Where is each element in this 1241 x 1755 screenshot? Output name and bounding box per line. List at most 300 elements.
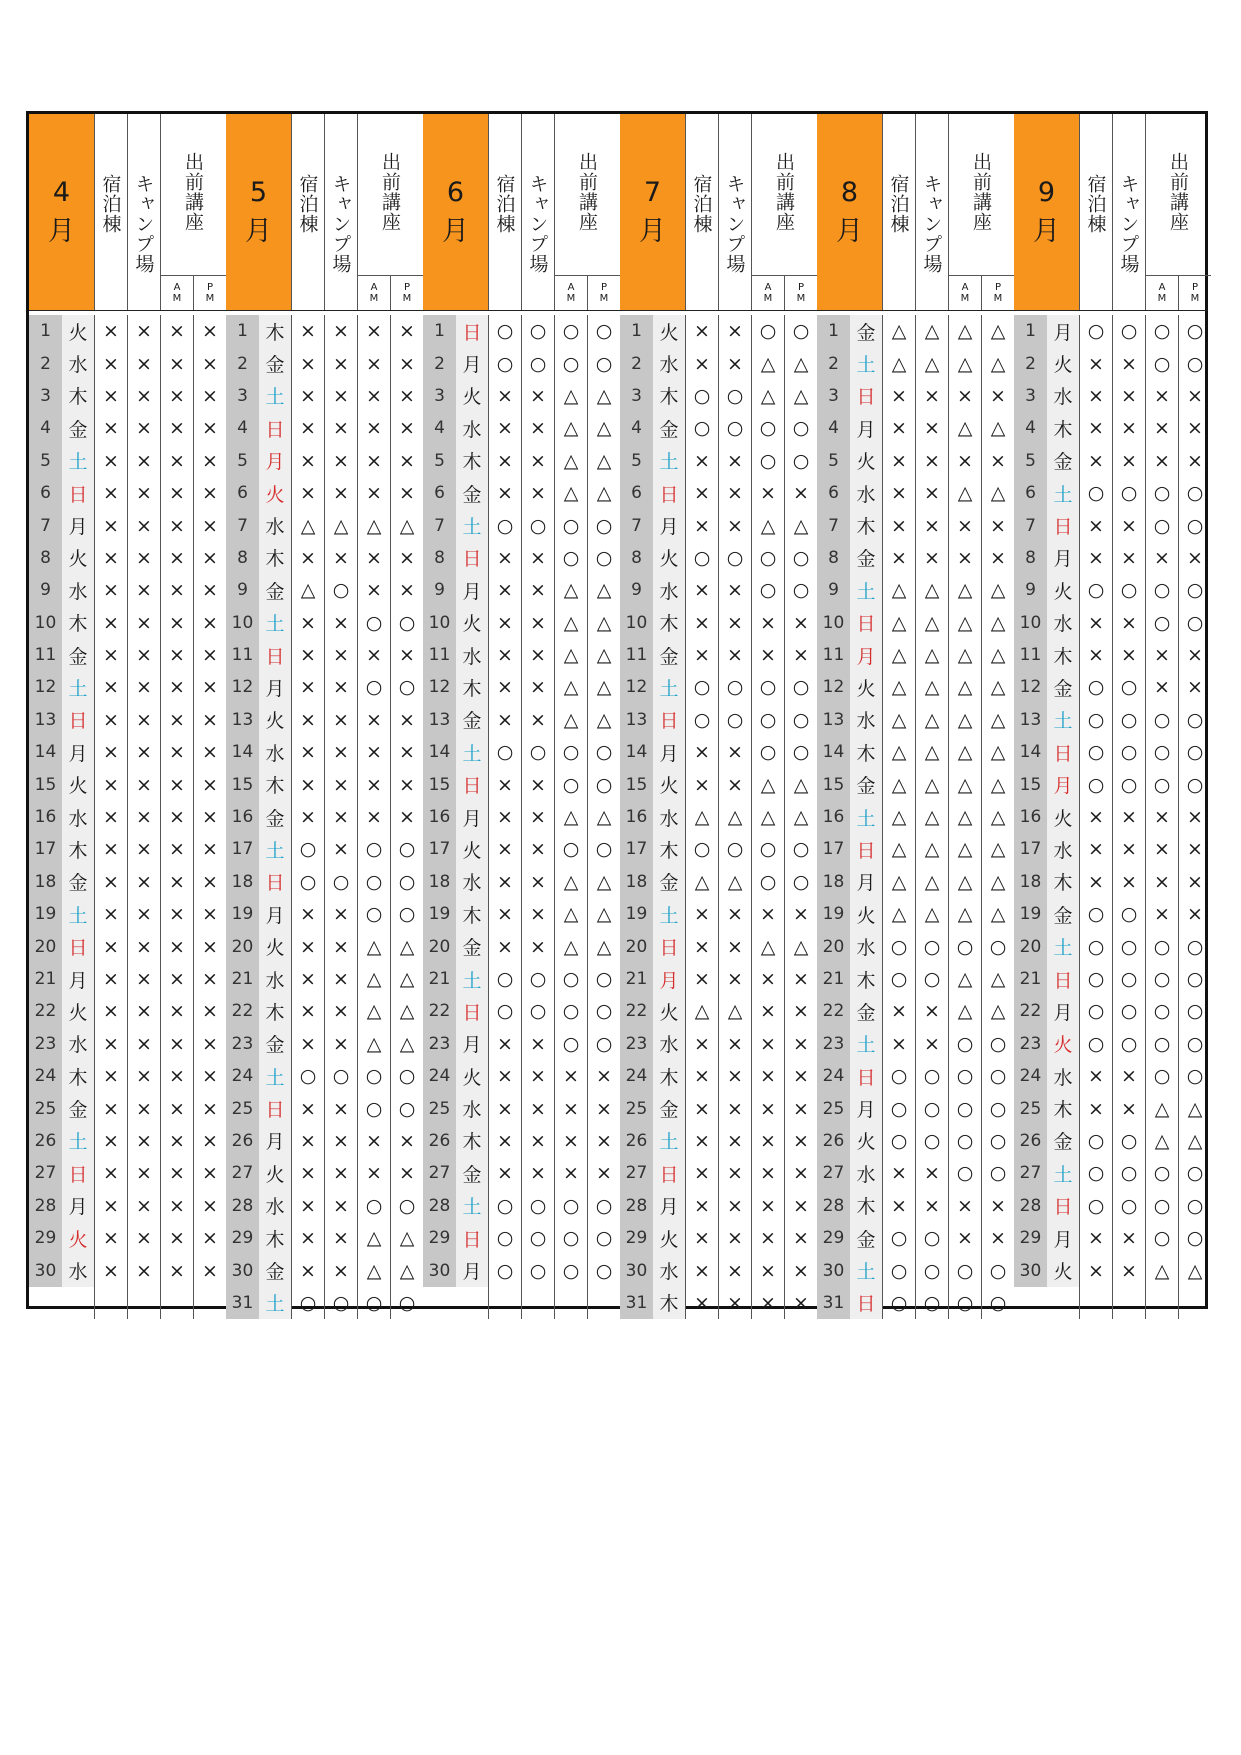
day-number: 30: [226, 1254, 259, 1286]
weekday: 月: [456, 574, 488, 606]
camp-status: ×: [127, 1028, 160, 1060]
camp-status: ×: [915, 542, 948, 574]
camp-status: ×: [324, 898, 357, 930]
delivery-pm-status: ×: [390, 1125, 423, 1157]
day-row: [423, 1060, 620, 1092]
day-row: [817, 995, 1014, 1027]
am-label: A M: [369, 281, 379, 304]
day-row: [29, 930, 226, 962]
delivery-am-status: ○: [751, 833, 784, 865]
camp-status: ×: [324, 671, 357, 703]
delivery-am-status: ×: [751, 995, 784, 1027]
day-number: 10: [817, 607, 850, 639]
day-row: [226, 833, 423, 865]
lodge-status: ×: [291, 963, 324, 995]
day-row: [1014, 574, 1208, 606]
lodge-status: ○: [291, 866, 324, 898]
weekday: 水: [259, 509, 291, 541]
camp-status: ×: [718, 1125, 751, 1157]
lodge-status: ×: [94, 768, 127, 800]
lodge-status: ×: [488, 1125, 521, 1157]
day-row: [1014, 509, 1208, 541]
delivery-pm-status: ×: [390, 315, 423, 347]
lodge-status: ×: [488, 866, 521, 898]
weekday: [1047, 1287, 1079, 1319]
day-row: [226, 574, 423, 606]
delivery-am-status: ×: [160, 833, 193, 865]
month-unit: 月: [1033, 216, 1060, 247]
lodge-status: ○: [488, 509, 521, 541]
weekday: 日: [456, 995, 488, 1027]
camp-status: ×: [127, 898, 160, 930]
weekday: 月: [259, 1125, 291, 1157]
delivery-am-status: [160, 1287, 193, 1319]
delivery-am-status: ×: [160, 801, 193, 833]
pm-label: P M: [981, 276, 1014, 310]
camp-status: ○: [1112, 963, 1145, 995]
delivery-pm-status: ×: [1178, 801, 1211, 833]
day-row: [29, 347, 226, 379]
weekday: 日: [456, 1222, 488, 1254]
day-number: 5: [817, 445, 850, 477]
weekday: 日: [653, 477, 685, 509]
delivery-pm-status: ○: [784, 412, 817, 444]
day-number: 15: [29, 768, 62, 800]
lodge-status: ×: [488, 704, 521, 736]
day-row: [226, 477, 423, 509]
lodge-status: △: [882, 671, 915, 703]
day-row: [620, 380, 817, 412]
day-number: 2: [226, 347, 259, 379]
am-label: A M: [1157, 281, 1167, 304]
day-row: [29, 1222, 226, 1254]
delivery-am-status: ×: [357, 347, 390, 379]
weekday: 水: [1047, 607, 1079, 639]
delivery-am-status: △: [948, 801, 981, 833]
weekday: 火: [850, 1125, 882, 1157]
day-number: 2: [817, 347, 850, 379]
day-row: [1014, 1060, 1208, 1092]
delivery-pm-status: △: [981, 704, 1014, 736]
lodge-status: ×: [291, 768, 324, 800]
camp-status: ×: [127, 1190, 160, 1222]
weekday: 月: [850, 412, 882, 444]
day-number: 20: [620, 930, 653, 962]
month-header: [620, 114, 817, 311]
day-row: [226, 736, 423, 768]
delivery-title: [949, 114, 1014, 275]
lodge-status: ×: [685, 1125, 718, 1157]
delivery-am-status: [1145, 1287, 1178, 1319]
camp-status: ×: [915, 445, 948, 477]
camp-status: ×: [718, 574, 751, 606]
delivery-am-status: ○: [357, 1060, 390, 1092]
camp-status: ×: [521, 445, 554, 477]
lodge-status: ○: [1079, 574, 1112, 606]
delivery-pm-status: ×: [784, 607, 817, 639]
day-row: [620, 963, 817, 995]
day-number: 18: [817, 866, 850, 898]
day-row: [29, 801, 226, 833]
day-row: [226, 315, 423, 347]
delivery-header: [160, 114, 226, 310]
camp-status: ×: [718, 1092, 751, 1124]
lodge-status: ○: [291, 833, 324, 865]
day-row: [29, 736, 226, 768]
delivery-am-status: ○: [751, 866, 784, 898]
camp-status: ×: [324, 768, 357, 800]
camp-header: [324, 114, 357, 310]
weekday: 月: [850, 1092, 882, 1124]
day-number: 14: [1014, 736, 1047, 768]
day-row: [226, 509, 423, 541]
delivery-pm-status: △: [981, 833, 1014, 865]
day-number: 13: [29, 704, 62, 736]
camp-status: ×: [718, 445, 751, 477]
weekday: 水: [62, 801, 94, 833]
camp-status: ×: [324, 1125, 357, 1157]
camp-status: ×: [521, 768, 554, 800]
month-body: [620, 311, 817, 1319]
day-number: 30: [1014, 1254, 1047, 1286]
lodge-status: ×: [882, 509, 915, 541]
weekday: 金: [456, 930, 488, 962]
day-number: 15: [423, 768, 456, 800]
delivery-pm-status: ×: [193, 1222, 226, 1254]
am-label: A M: [172, 281, 182, 304]
delivery-pm-status: ×: [981, 509, 1014, 541]
delivery-pm-status: ×: [193, 898, 226, 930]
day-number: 14: [620, 736, 653, 768]
weekday: 金: [850, 315, 882, 347]
delivery-pm-status: △: [784, 801, 817, 833]
lodge-status: ○: [1079, 930, 1112, 962]
month-body: [29, 311, 226, 1319]
lodge-status: ×: [291, 995, 324, 1027]
month-header: [226, 114, 423, 311]
weekday: 木: [259, 768, 291, 800]
delivery-header-label: 出前講座: [379, 152, 401, 232]
weekday: 木: [850, 1190, 882, 1222]
lodge-status: ×: [94, 801, 127, 833]
camp-header: [127, 114, 160, 310]
day-row: [817, 315, 1014, 347]
delivery-pm-status: ×: [193, 477, 226, 509]
delivery-pm-status: ○: [1178, 477, 1211, 509]
weekday: 水: [653, 1028, 685, 1060]
lodge-status: ×: [1079, 542, 1112, 574]
weekday: 土: [62, 671, 94, 703]
delivery-am-status: ×: [1145, 866, 1178, 898]
camp-status: ×: [915, 1028, 948, 1060]
camp-status: ×: [127, 1060, 160, 1092]
delivery-am-status: ×: [948, 1190, 981, 1222]
delivery-pm-status: ○: [390, 1092, 423, 1124]
camp-status: △: [915, 866, 948, 898]
delivery-pm-status: ×: [390, 704, 423, 736]
delivery-am-status: △: [554, 477, 587, 509]
weekday: 金: [850, 542, 882, 574]
weekday: 水: [62, 347, 94, 379]
month-number: 6: [446, 176, 465, 208]
delivery-pm-status: ×: [784, 1028, 817, 1060]
day-row: [29, 963, 226, 995]
lodge-header: [94, 114, 127, 310]
weekday: 火: [653, 995, 685, 1027]
camp-status: ○: [1112, 1125, 1145, 1157]
delivery-pm-status: △: [587, 866, 620, 898]
day-number: 13: [817, 704, 850, 736]
delivery-am-status: ○: [948, 1060, 981, 1092]
lodge-status: ×: [1079, 1222, 1112, 1254]
weekday: 木: [62, 380, 94, 412]
day-row: [29, 1028, 226, 1060]
camp-status: ×: [521, 542, 554, 574]
day-number: 14: [423, 736, 456, 768]
day-row: [423, 1092, 620, 1124]
delivery-pm-status: ×: [193, 607, 226, 639]
delivery-am-status: ×: [357, 574, 390, 606]
weekday: 火: [456, 1060, 488, 1092]
delivery-am-status: ×: [1145, 542, 1178, 574]
lodge-status: ×: [685, 509, 718, 541]
delivery-pm-status: ×: [193, 866, 226, 898]
lodge-status: △: [882, 801, 915, 833]
delivery-pm-status: △: [981, 801, 1014, 833]
day-number: 11: [29, 639, 62, 671]
day-row: [620, 671, 817, 703]
lodge-status: ×: [685, 930, 718, 962]
camp-status: ×: [1112, 380, 1145, 412]
weekday: 水: [653, 574, 685, 606]
day-number: 31: [817, 1287, 850, 1319]
lodge-status: ×: [685, 1028, 718, 1060]
day-number: 8: [29, 542, 62, 574]
day-row: [226, 704, 423, 736]
camp-status: ×: [718, 315, 751, 347]
pm-label: P M: [193, 276, 226, 310]
day-row: [226, 1157, 423, 1189]
camp-status: ○: [1112, 768, 1145, 800]
day-number: 6: [226, 477, 259, 509]
delivery-pm-status: ×: [193, 995, 226, 1027]
delivery-am-status: ○: [357, 671, 390, 703]
camp-status: ○: [521, 315, 554, 347]
weekday: 火: [62, 542, 94, 574]
day-number: 4: [620, 412, 653, 444]
delivery-pm-status: △: [587, 930, 620, 962]
day-row: [226, 412, 423, 444]
camp-status: ×: [127, 963, 160, 995]
delivery-pm-status: ×: [784, 1092, 817, 1124]
day-number: 3: [423, 380, 456, 412]
camp-status: ×: [718, 930, 751, 962]
pm-label: P M: [390, 276, 423, 310]
delivery-pm-status: △: [1178, 1092, 1211, 1124]
day-row: [620, 574, 817, 606]
delivery-am-status: △: [357, 1222, 390, 1254]
camp-status: △: [915, 639, 948, 671]
month-header: [1014, 114, 1208, 311]
lodge-status: [1079, 1287, 1112, 1319]
day-row: [1014, 412, 1208, 444]
delivery-pm-status: ○: [1178, 509, 1211, 541]
delivery-am-status: ○: [554, 833, 587, 865]
lodge-status: ×: [291, 1222, 324, 1254]
lodge-status: [94, 1287, 127, 1319]
lodge-header: [685, 114, 718, 310]
day-row: [1014, 1157, 1208, 1189]
day-number: 25: [29, 1092, 62, 1124]
lodge-status: ×: [488, 542, 521, 574]
delivery-am-status: △: [948, 736, 981, 768]
month-body: [226, 311, 423, 1319]
day-row: [1014, 347, 1208, 379]
day-row: [29, 445, 226, 477]
day-number: 16: [423, 801, 456, 833]
weekday: 日: [850, 1287, 882, 1319]
camp-status: ×: [718, 477, 751, 509]
delivery-am-status: ○: [948, 1125, 981, 1157]
lodge-status: ○: [291, 1060, 324, 1092]
weekday: 水: [456, 1092, 488, 1124]
delivery-am-status: ×: [160, 768, 193, 800]
lodge-status: ○: [882, 1254, 915, 1286]
delivery-am-status: ×: [160, 1254, 193, 1286]
weekday: 月: [653, 509, 685, 541]
delivery-am-status: ×: [1145, 671, 1178, 703]
camp-status: ×: [324, 1092, 357, 1124]
lodge-status: ○: [1079, 898, 1112, 930]
weekday: 月: [850, 866, 882, 898]
am-pm-row: [358, 275, 423, 310]
lodge-status: ×: [94, 1190, 127, 1222]
day-row: [1014, 445, 1208, 477]
camp-status: ×: [127, 574, 160, 606]
lodge-status: ×: [291, 445, 324, 477]
lodge-status: △: [882, 607, 915, 639]
camp-status: ×: [127, 1157, 160, 1189]
lodge-status: ×: [94, 898, 127, 930]
day-number: 5: [226, 445, 259, 477]
camp-status: ×: [324, 1157, 357, 1189]
weekday: 土: [653, 445, 685, 477]
camp-status: ○: [1112, 1157, 1145, 1189]
month-body: [423, 311, 620, 1319]
delivery-pm-status: △: [587, 412, 620, 444]
day-number: 7: [29, 509, 62, 541]
delivery-am-status: △: [554, 607, 587, 639]
camp-status: ×: [324, 542, 357, 574]
lodge-status: ×: [94, 477, 127, 509]
day-number: [1014, 1287, 1047, 1319]
delivery-pm-status: ○: [587, 768, 620, 800]
delivery-pm-status: ×: [390, 347, 423, 379]
lodge-status: ○: [882, 1125, 915, 1157]
delivery-am-status: ×: [1145, 639, 1178, 671]
camp-status: ○: [718, 704, 751, 736]
day-row: [817, 509, 1014, 541]
pm-label: P M: [784, 276, 817, 310]
day-number: 9: [1014, 574, 1047, 606]
day-row: [226, 1092, 423, 1124]
camp-status: △: [915, 671, 948, 703]
camp-status: ×: [915, 995, 948, 1027]
delivery-am-status: ×: [160, 380, 193, 412]
weekday: 木: [1047, 1092, 1079, 1124]
day-row: [817, 1222, 1014, 1254]
weekday: 水: [850, 930, 882, 962]
lodge-status: △: [882, 866, 915, 898]
day-row: [226, 542, 423, 574]
day-number: 16: [817, 801, 850, 833]
delivery-pm-status: ×: [390, 477, 423, 509]
delivery-pm-status: △: [390, 963, 423, 995]
day-row: [1014, 833, 1208, 865]
weekday: 水: [456, 412, 488, 444]
delivery-pm-status: ○: [1178, 1060, 1211, 1092]
day-row: [226, 963, 423, 995]
day-number: 22: [620, 995, 653, 1027]
weekday: 金: [1047, 445, 1079, 477]
day-row: [226, 898, 423, 930]
day-row: [29, 1157, 226, 1189]
camp-status: ○: [1112, 995, 1145, 1027]
lodge-status: △: [882, 768, 915, 800]
lodge-status: ×: [291, 1254, 324, 1286]
weekday: 土: [259, 1060, 291, 1092]
delivery-am-status: ○: [554, 995, 587, 1027]
day-row: [29, 1060, 226, 1092]
weekday: 月: [653, 1190, 685, 1222]
delivery-am-status: ○: [1145, 995, 1178, 1027]
day-row: [29, 607, 226, 639]
day-row: [817, 1287, 1014, 1319]
day-number: 29: [817, 1222, 850, 1254]
camp-status: ×: [324, 930, 357, 962]
delivery-am-status: △: [554, 866, 587, 898]
delivery-am-status: ○: [554, 1254, 587, 1286]
lodge-status: ×: [94, 995, 127, 1027]
delivery-pm-status: ○: [587, 1028, 620, 1060]
day-number: 10: [1014, 607, 1047, 639]
delivery-pm-status: ×: [390, 445, 423, 477]
delivery-pm-status: ×: [193, 930, 226, 962]
lodge-status: ×: [685, 1157, 718, 1189]
camp-status: ×: [127, 833, 160, 865]
camp-status: △: [915, 801, 948, 833]
weekday: 日: [62, 704, 94, 736]
weekday: 土: [1047, 930, 1079, 962]
lodge-status: ×: [291, 639, 324, 671]
delivery-am-status: ○: [554, 1222, 587, 1254]
weekday: 木: [62, 607, 94, 639]
month-unit: 月: [245, 216, 272, 247]
day-number: 28: [226, 1190, 259, 1222]
delivery-pm-status: △: [784, 380, 817, 412]
lodge-status: ○: [1079, 315, 1112, 347]
lodge-status: ×: [1079, 833, 1112, 865]
month-number: 7: [643, 176, 662, 208]
day-row: [423, 1254, 620, 1286]
camp-status: [1112, 1287, 1145, 1319]
camp-status: ×: [915, 412, 948, 444]
day-row: [620, 1157, 817, 1189]
day-row: [423, 1157, 620, 1189]
camp-status: ○: [718, 412, 751, 444]
delivery-pm-status: ○: [1178, 1222, 1211, 1254]
delivery-pm-status: ×: [390, 380, 423, 412]
